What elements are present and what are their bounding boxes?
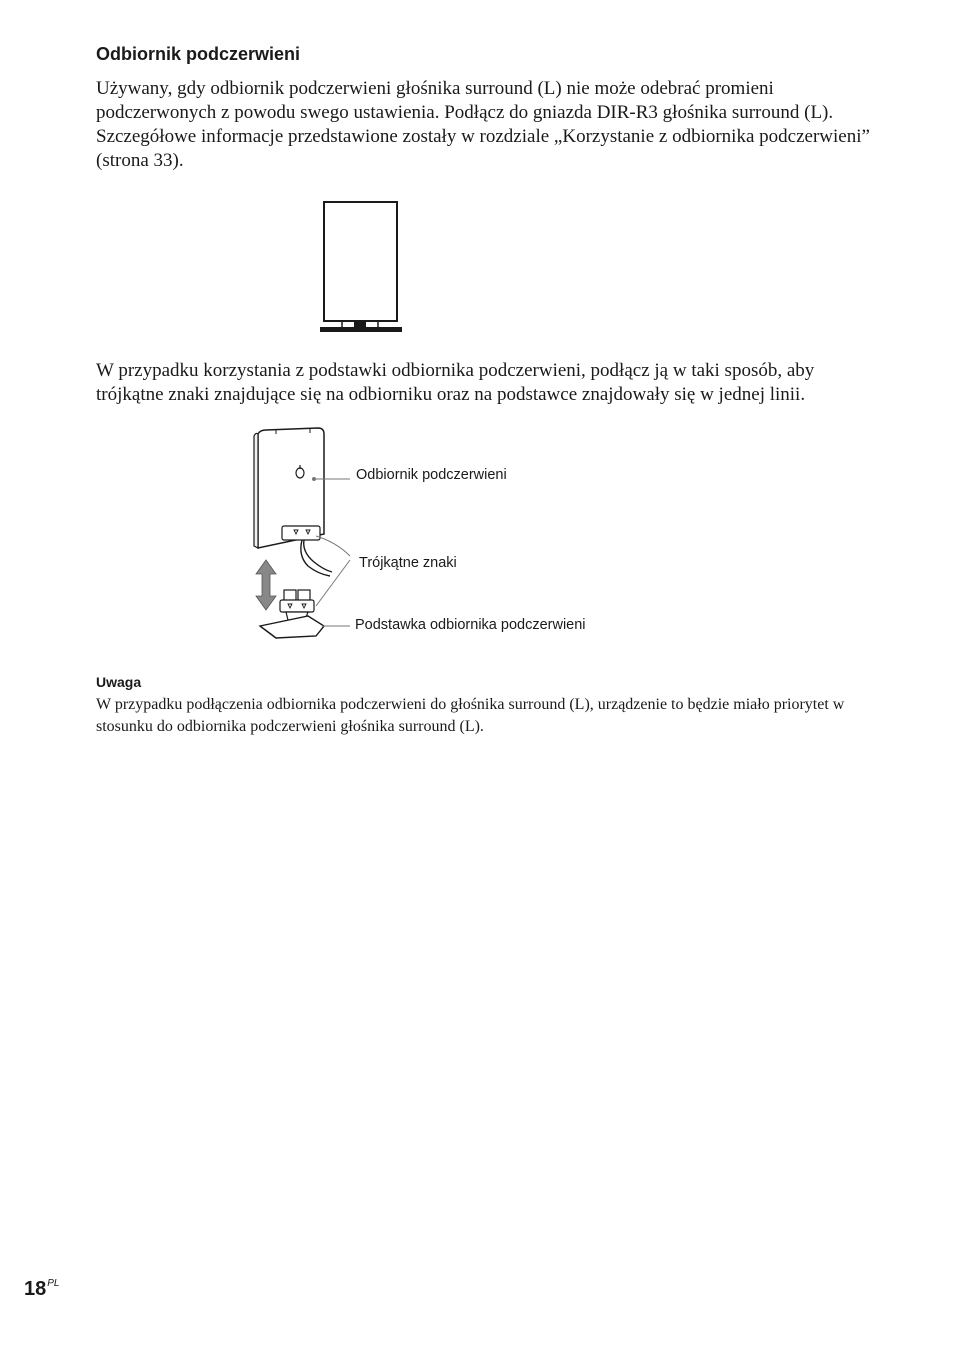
callout-receiver: Odbiornik podczerwieni: [356, 467, 507, 483]
page-language: PL: [47, 1278, 60, 1289]
note-title: Uwaga: [96, 674, 142, 690]
ir-receiver-front-illustration: [316, 196, 406, 340]
intro-paragraph: Używany, gdy odbiornik podczerwieni głośnika surround (L) nie może odebrać promieni podczerwonych z powodu swego ustawienia. Podłącz do gniazda DIR-R3 głośnika surround (L). Szczegółowe informacje przedstawione zostały w rozdziale „Korzystanie z odbiornika podczerwieni” (strona 33).: [96, 78, 870, 171]
page-number-value: 18: [24, 1278, 47, 1300]
callout-stand: Podstawka odbiornika podczerwieni: [355, 617, 586, 633]
page-number: [24, 1278, 59, 1301]
ir-receiver-stand-illustration: [246, 424, 358, 644]
callout-triangle-marks: Trójkątne znaki: [359, 555, 457, 571]
stand-paragraph: W przypadku korzystania z podstawki odbiornika podczerwieni, podłącz ją w taki sposób, aby trójkątne znaki znajdujące się na odbiorniku oraz na podstawce znajdowały się w jednej linii.: [96, 360, 815, 405]
section-heading: Odbiornik podczerwieni: [96, 44, 301, 64]
note-text: W przypadku podłączenia odbiornika podczerwieni do głośnika surround (L), urządzenie to będzie miało priorytet w stosunku do odbiornika podczerwieni głośnika surround (L).: [96, 696, 845, 735]
